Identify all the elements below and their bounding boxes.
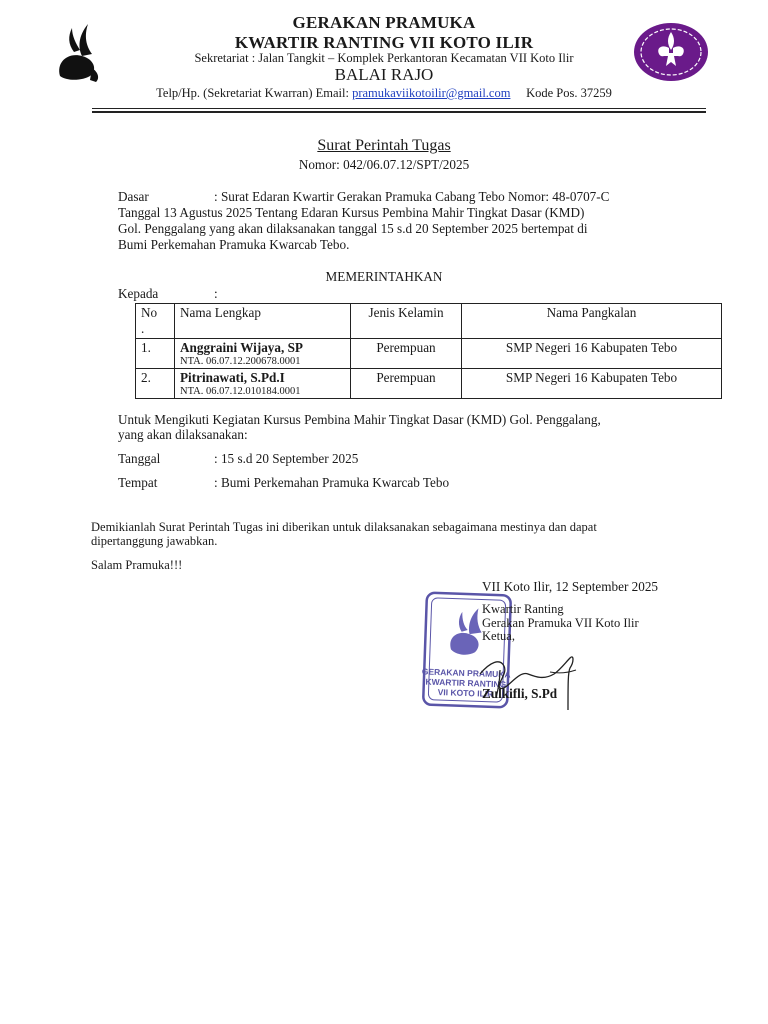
document-number: Nomor: 042/06.07.12/SPT/2025: [298, 157, 470, 172]
tempat-label: Tempat: [118, 475, 158, 490]
row-no: 2.: [136, 369, 175, 399]
signatory-org1: Kwartir Ranting: [482, 602, 564, 616]
table-header-row: [136, 304, 722, 339]
row-no: 1.: [136, 339, 175, 369]
row-gender: Perempuan: [351, 339, 462, 369]
org-unit: KWARTIR RANTING VII KOTO ILIR: [234, 33, 534, 52]
participant-name: Anggraini Wijaya, SP: [180, 340, 303, 355]
dasar-line2: Tanggal 13 Agustus 2025 Tentang Edaran Kursus Pembina Mahir Tingkat Dasar (KMD): [118, 205, 585, 220]
row-school: SMP Negeri 16 Kabupaten Tebo: [462, 369, 722, 399]
col-nama: Nama Lengkap: [175, 304, 351, 339]
contact-label: Telp/Hp. (Sekretariat Kwarran) Email:: [156, 86, 353, 100]
memerintahkan-heading: MEMERINTAHKAN: [325, 269, 443, 284]
signatory-name: Zulkifli, S.Pd: [482, 686, 558, 701]
email-link[interactable]: pramukaviikotoilir@gmail.com: [352, 86, 511, 100]
kepada-colon: :: [214, 286, 218, 301]
dasar-label: Dasar: [118, 189, 149, 204]
stamp-line3: VII KOTO ILIR: [437, 687, 494, 699]
dasar-line3: Gol. Penggalang yang akan dilaksanakan tanggal 15 s.d 20 September 2025 bertempat di: [118, 221, 588, 236]
place-date: VII Koto Ilir, 12 September 2025: [482, 579, 659, 594]
greeting: Salam Pramuka!!!: [91, 558, 183, 572]
participant-name: Pitrinawati, S.Pd.I: [180, 370, 285, 385]
org-contact: [0, 86, 768, 101]
table-row: [136, 369, 722, 399]
org-name: GERAKAN PRAMUKA: [292, 13, 476, 32]
row-name-cell: [175, 369, 351, 399]
row-gender: Perempuan: [351, 369, 462, 399]
participants-table: [135, 303, 722, 399]
stamp-line2: KWARTIR RANTING: [425, 676, 507, 690]
dasar-line1: : Surat Edaran Kwartir Gerakan Pramuka Cabang Tebo Nomor: 48-0707-C: [214, 189, 610, 204]
tanggal-label: Tanggal: [118, 451, 161, 466]
row-school: SMP Negeri 16 Kabupaten Tebo: [462, 339, 722, 369]
contact-gap: [510, 86, 526, 100]
tanggal-value: : 15 s.d 20 September 2025: [214, 451, 359, 466]
header-rule-thin: [92, 108, 706, 109]
signatory-org2: Gerakan Pramuka VII Koto Ilir: [482, 616, 639, 630]
tempat-value: : Bumi Perkemahan Pramuka Kwarcab Tebo: [214, 475, 450, 490]
org-address: Sekretariat : Jalan Tangkit – Komplek Perkantoran Kecamatan VII Koto Ilir: [194, 51, 574, 65]
stamp-line1: GERAKAN PRAMUKA: [421, 666, 511, 680]
signatory-role: Ketua,: [482, 629, 515, 643]
closing-line1: Demikianlah Surat Perintah Tugas ini diberikan untuk dilaksanakan sebagaimana mestinya dan dapat: [91, 520, 597, 534]
header-rule-thick: [92, 111, 706, 113]
participant-nta: NTA. 06.07.12.200678.0001: [180, 356, 301, 367]
purpose-line1: Untuk Mengikuti Kegiatan Kursus Pembina Mahir Tingkat Dasar (KMD) Gol. Penggalang,: [118, 412, 601, 427]
org-town: BALAI RAJO: [334, 65, 434, 84]
participant-nta: NTA. 06.07.12.010184.0001: [180, 386, 301, 397]
dasar-line4: Bumi Perkemahan Pramuka Kwarcab Tebo.: [118, 237, 350, 252]
purpose-line2: yang akan dilaksanakan:: [118, 427, 248, 442]
document-title: Surat Perintah Tugas: [317, 137, 451, 154]
row-name-cell: [175, 339, 351, 369]
closing-line2: dipertanggung jawabkan.: [91, 534, 218, 548]
table-row: [136, 339, 722, 369]
col-jenis-kelamin: Jenis Kelamin: [351, 304, 462, 339]
kepada-label: Kepada: [118, 286, 159, 301]
postal-code: Kode Pos. 37259: [526, 86, 612, 100]
col-pangkalan: Nama Pangkalan: [462, 304, 722, 339]
col-no: No .: [136, 304, 175, 339]
